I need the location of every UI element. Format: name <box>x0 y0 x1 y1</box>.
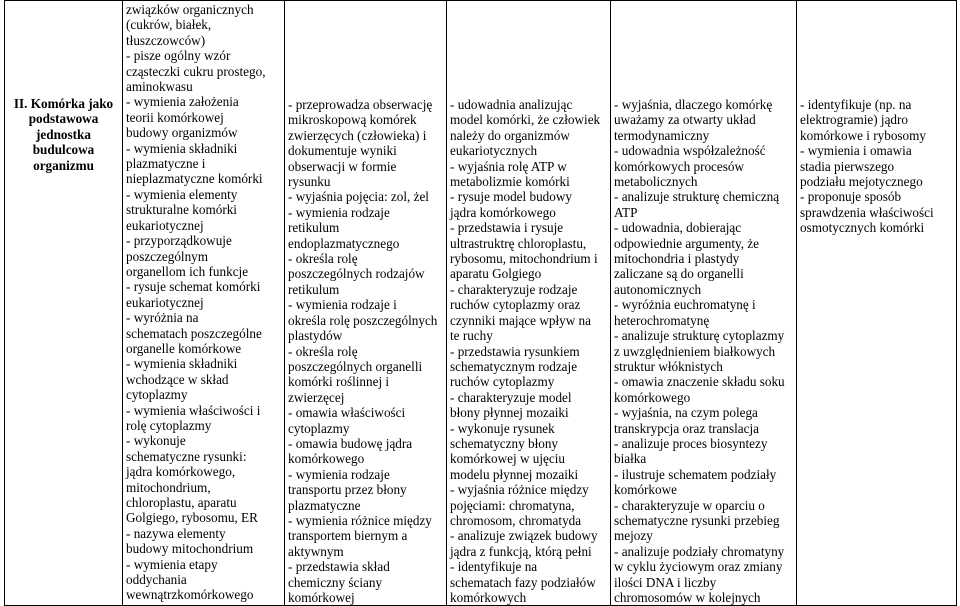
requirement-line: dokumentuje wyniki <box>288 143 397 159</box>
requirement-line: - identyfikuje (np. na <box>800 97 912 112</box>
requirement-line: mejozy <box>614 528 653 544</box>
requirement-line: metabolizmie komórki <box>450 174 570 190</box>
requirement-line: - wymienia rodzaje <box>288 204 390 220</box>
requirement-line: plazmatyczne i <box>126 156 206 172</box>
requirement-line: z uwzględnieniem białkowych <box>614 343 776 359</box>
requirement-line: endoplazmatycznego <box>288 235 400 251</box>
requirement-line: odpowiednie argumenty, że <box>614 235 760 251</box>
requirement-line: modelu płynnej mozaiki <box>450 466 579 482</box>
requirement-line: transportem biernym a <box>288 528 408 544</box>
section-header-line: jednostka <box>36 126 91 142</box>
requirement-line: schematyczne rysunki: <box>126 448 247 464</box>
requirement-line: - udowadnia, dobierając <box>614 220 742 236</box>
requirement-line: ATP <box>614 204 638 220</box>
requirement-line: - analizuje podziały chromatyny <box>614 543 785 559</box>
requirement-line: - wymienia składniki <box>126 356 238 372</box>
requirement-line: chromosom, chromatyda <box>450 512 582 528</box>
requirement-line: sprawdzenia właściwości <box>800 204 934 220</box>
section-header-cell <box>5 1 123 606</box>
requirement-line: - udowadnia współzależność <box>614 143 766 159</box>
requirement-line: poszczególnych rodzajów <box>288 266 425 282</box>
requirement-line: - wymienia elementy <box>126 186 238 202</box>
requirement-line: komórki roślinnej i <box>288 374 390 390</box>
requirement-line: komórkowej <box>288 590 355 605</box>
requirement-line: - wykonuje <box>126 433 186 449</box>
table-row <box>5 1 957 606</box>
requirement-line: rolę cytoplazmy <box>126 417 212 433</box>
requirement-line: - wyjaśnia, dlaczego komórkę <box>614 97 773 112</box>
requirement-line: te ruchy <box>450 328 493 344</box>
requirement-line: metabolicznych <box>614 174 698 190</box>
requirement-line: schematyczny błony <box>450 435 559 451</box>
requirement-line: oddychania <box>126 572 187 588</box>
requirement-line: - określa rolę <box>288 251 358 267</box>
requirement-line: - określa rolę <box>288 343 358 359</box>
requirement-line: ultrastruktrę chloroplastu, <box>450 235 587 251</box>
requirement-line: - analizuje strukturę chemiczną <box>614 189 780 205</box>
requirement-line: chloroplastu, aparatu <box>126 495 237 510</box>
requirement-line: - pisze ogólny wzór <box>126 48 231 64</box>
requirement-line: wewnątrzkomórkowego <box>126 587 254 603</box>
requirement-line: - wymienia etapy <box>126 556 218 572</box>
requirements-column-1 <box>123 1 285 606</box>
requirement-line: eukariotycznej <box>126 217 204 233</box>
section-header-line: budulcowa <box>32 142 95 158</box>
requirement-line: termodynamiczny <box>614 127 710 143</box>
requirement-line: heterochromatynę <box>614 312 710 328</box>
requirement-line: - rysuje model budowy <box>450 189 572 205</box>
requirement-line: - wymienia różnice między <box>288 512 432 528</box>
requirement-line: tłuszczowców) <box>126 32 206 48</box>
requirement-line: retikulum <box>288 220 340 236</box>
requirement-line: - przedstawia i rysuje <box>450 220 564 236</box>
requirement-line: organelle komórkowe <box>126 340 242 356</box>
requirement-line: w cyklu życiowym oraz zmiany <box>614 559 783 575</box>
requirement-line: aktywnym <box>288 543 344 559</box>
requirement-line: organellom ich funkcje <box>126 263 249 279</box>
requirement-line: - identyfikuje na <box>450 559 538 575</box>
requirement-line: określa rolę poszczególnych <box>288 312 438 328</box>
requirement-line: błony płynnej mozaiki <box>450 405 569 421</box>
requirement-line: komórkowej w ujęciu <box>450 451 565 467</box>
requirement-line: zaliczane są do organelli <box>614 266 744 282</box>
requirement-line: wchodzące w skład <box>126 371 229 387</box>
requirement-line: - wyjaśnia rolę ATP w <box>450 158 567 174</box>
requirement-line: (cukrów, białek, <box>126 17 212 33</box>
requirement-line: komórkowego <box>288 451 365 467</box>
requirement-line: - analizuje strukturę cytoplazmy <box>614 328 785 344</box>
section-header-line: organizmu <box>33 157 94 173</box>
requirement-line: strukturalne komórki <box>126 202 237 218</box>
requirement-line: czynniki mające wpływ na <box>450 312 591 328</box>
requirement-line: - charakteryzuje rodzaje <box>450 281 578 297</box>
requirement-line: komórkowe i rybosomy <box>800 127 927 143</box>
requirement-line: - wymienia założenia <box>126 94 239 110</box>
requirement-line: - udowadnia analizując <box>450 97 573 112</box>
requirement-line: należy do organizmów <box>450 127 570 143</box>
section-header-line: podstawowa <box>28 111 99 127</box>
requirement-line: cytoplazmy <box>126 387 188 403</box>
requirement-line: komórkowych <box>450 590 527 605</box>
requirement-line: - wymienia rodzaje <box>288 466 390 482</box>
requirement-line: aminokwasu <box>126 79 193 95</box>
requirement-line: autonomicznych <box>614 281 702 297</box>
requirement-line: plazmatyczne <box>288 497 361 513</box>
requirement-line: pojęciami: chromatyna, <box>450 497 575 513</box>
requirement-line: - wymienia rodzaje i <box>288 297 397 313</box>
requirement-line: - wymienia składniki <box>126 140 238 156</box>
requirement-line: - wyjaśnia pojęcia: zol, żel <box>288 189 429 205</box>
requirement-line: ruchów cytoplazmy <box>450 374 555 390</box>
requirement-line: - wyróżnia euchromatynę i <box>614 297 756 313</box>
requirement-line: plastydów <box>288 328 343 344</box>
requirement-line: schematach poszczególne <box>126 325 262 341</box>
requirement-line: stadia pierwszego <box>800 158 895 174</box>
requirement-line: aparatu Golgiego <box>450 266 542 282</box>
requirement-line: białka <box>614 451 647 467</box>
requirement-line: rysunku <box>288 174 331 190</box>
requirement-line: - przedstawia skład <box>288 559 390 575</box>
requirement-line: model komórki, że człowiek <box>450 112 601 128</box>
requirement-line: - analizuje proces biosyntezy <box>614 435 768 451</box>
requirement-line: - omawia znaczenie składu soku <box>614 374 785 390</box>
requirement-line: schematach fazy podziałów <box>450 574 596 590</box>
section-header-line: II. Komórka jako <box>13 96 114 111</box>
requirement-line: osmotycznych komórki <box>800 220 925 236</box>
requirement-line: struktur włóknistych <box>614 358 723 374</box>
requirement-line: - rysuje schemat komórki <box>126 279 261 295</box>
requirement-line: elektrogramie) jądro <box>800 112 909 128</box>
requirement-line: eukariotycznej <box>126 294 204 310</box>
requirement-line: - wykonuje rysunek <box>450 420 555 436</box>
requirement-line: cząsteczki cukru prostego, <box>126 63 266 79</box>
requirement-line: podziału mejotycznego <box>800 174 923 190</box>
requirement-line: obserwacji w formie <box>288 158 397 174</box>
requirement-line: komórkowych procesów <box>614 158 745 174</box>
curriculum-table <box>4 0 957 606</box>
requirement-line: - charakteryzuje w oparciu o <box>614 497 765 513</box>
requirements-column-4 <box>611 1 797 606</box>
requirement-line: - omawia budowę jądra <box>288 435 413 451</box>
requirement-line: schematyczne rysunki przebieg <box>614 512 780 528</box>
requirements-column-3 <box>447 1 611 606</box>
requirement-line: budowy organizmów <box>126 125 238 141</box>
requirement-line: - proponuje sposób <box>800 189 902 205</box>
requirement-line: eukariotycznych <box>450 143 538 159</box>
requirement-line: komórkowe <box>614 482 677 498</box>
requirement-line: - wymienia i omawia <box>800 143 912 159</box>
requirement-line: - przedstawia rysunkiem <box>450 343 580 359</box>
requirements-column-5 <box>797 1 957 606</box>
requirement-line: nieplazmatyczne komórki <box>126 171 263 187</box>
requirement-line: ruchów cytoplazmy oraz <box>450 297 581 313</box>
requirement-line: transportu przez błony <box>288 482 407 498</box>
requirement-line: - nazywa elementy <box>126 525 226 541</box>
requirement-line: zwierzęcych (człowieka) i <box>288 127 427 143</box>
requirement-line: transkrypcja oraz translacja <box>614 420 759 436</box>
requirement-line: mitochondria i plastydy <box>614 251 740 267</box>
requirement-line: - wyróżnia na <box>126 310 199 326</box>
requirement-line: poszczególnym <box>126 248 209 264</box>
requirement-line: chemiczny ściany <box>288 574 383 590</box>
requirement-line: uważamy za otwarty układ <box>614 112 756 128</box>
requirement-line: - charakteryzuje model <box>450 389 572 405</box>
requirement-line: chromosomów w kolejnych <box>614 590 761 605</box>
requirement-line: mitochondrium, <box>126 479 211 495</box>
requirements-column-2 <box>285 1 447 606</box>
requirement-line: jądra komórkowego <box>450 204 556 220</box>
requirement-line: cytoplazmy <box>288 420 350 436</box>
requirement-line: retikulum <box>288 281 340 297</box>
requirement-line: rybosomu, mitochondrium i <box>450 251 598 267</box>
requirement-line: - przeprowadza obserwację <box>288 97 433 112</box>
requirement-line: poszczególnych organelli <box>288 358 423 374</box>
requirement-line: zwierzęcej <box>288 389 345 405</box>
requirement-line: - przyporządkowuje <box>126 233 232 249</box>
requirement-line: Golgiego, rybosomu, ER <box>126 510 258 526</box>
requirement-line: jądra z funkcją, którą pełni <box>450 543 592 559</box>
requirement-line: mikroskopową komórek <box>288 112 417 128</box>
requirement-line: schematycznym rodzaje <box>450 358 578 374</box>
requirement-line: - wyjaśnia różnice między <box>450 482 589 498</box>
requirement-line: - analizuje związek budowy <box>450 528 598 544</box>
requirement-line: komórkowego <box>614 389 691 405</box>
requirement-line: - wyjaśnia, na czym polega <box>614 405 758 421</box>
requirement-line: - ilustruje schematem podziały <box>614 466 777 482</box>
requirement-line: ilości DNA i liczby <box>614 574 717 590</box>
requirement-line: związków organicznych <box>126 2 254 17</box>
requirement-line: budowy mitochondrium <box>126 541 254 557</box>
requirement-line: jądra komórkowego, <box>126 464 236 480</box>
requirement-line: - omawia właściwości <box>288 405 406 421</box>
requirement-line: teorii komórkowej <box>126 109 224 125</box>
requirement-line: - wymienia właściwości i <box>126 402 261 418</box>
